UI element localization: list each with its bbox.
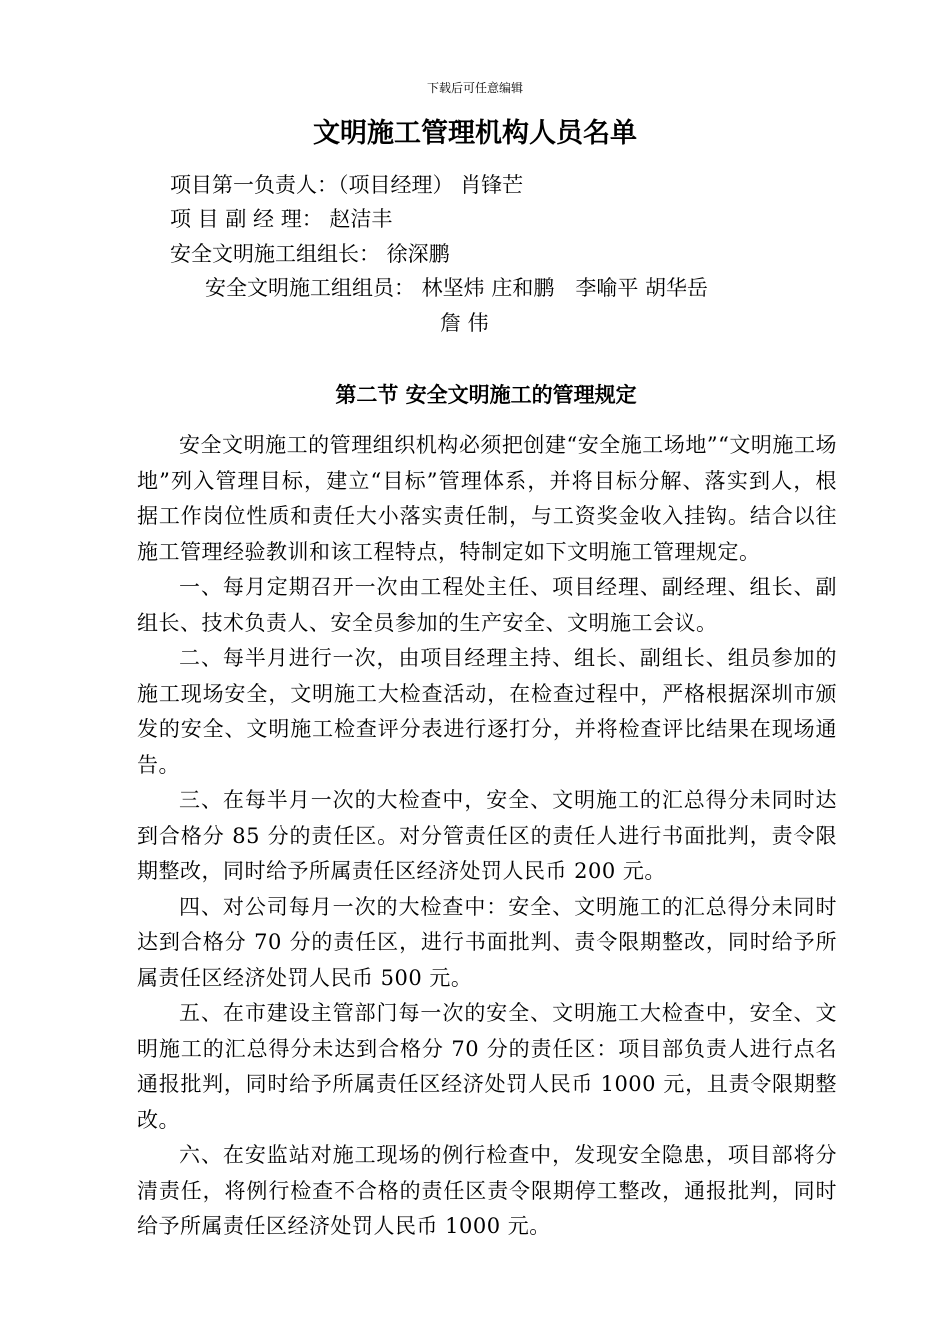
- paragraph-rule-5: 五、在市建设主管部门每一次的安全、文明施工大检查中，安全、文明施工的汇总得分未达到合格分 70 分的责任区：项目部负责人进行点名通报批判，同时给予所属责任区经济处罚人民币 1000 元，且责令限期整改。: [137, 1001, 837, 1132]
- paragraph-intro: 安全文明施工的管理组织机构必须把创建“安全施工场地”“文明施工场地”列入管理目标，建立“目标”管理体系，并将目标分解、落实到人，根据工作岗位性质和责任大小落实责任制，与工资奖金收入挂钩。结合以往施工管理经验教训和该工程特点，特制定如下文明施工管理规定。: [137, 433, 837, 564]
- document-title: 文明施工管理机构人员名单: [313, 118, 637, 149]
- staff-group-members-continued: 詹 伟: [440, 311, 489, 335]
- staff-group-leader: 安全文明施工组组长： 徐深鹏: [170, 242, 450, 266]
- staff-group-members: 安全文明施工组组员： 林坚炜 庄和鹏 李喻平 胡华岳: [205, 276, 709, 300]
- section-title: 第二节 安全文明施工的管理规定: [335, 382, 637, 407]
- paragraph-rule-2: 二、每半月进行一次，由项目经理主持、组长、副组长、组员参加的施工现场安全，文明施工大检查活动，在检查过程中，严格根据深圳市颁发的安全、文明施工检查评分表进行逐打分，并将检查评比结果在现场通告。: [137, 646, 837, 777]
- paragraph-rule-4: 四、对公司每月一次的大检查中：安全、文明施工的汇总得分未同时达到合格分 70 分的责任区，进行书面批判、责令限期整改，同时给予所属责任区经济处罚人民币 500 元。: [137, 894, 837, 990]
- regulations-body: [137, 428, 837, 1245]
- staff-project-leader: 项目第一负责人：（项目经理） 肖锋芒: [170, 173, 524, 197]
- header-note: 下载后可任意编辑: [426, 81, 523, 95]
- paragraph-rule-3: 三、在每半月一次的大检查中，安全、文明施工的汇总得分未同时达到合格分 85 分的责任区。对分管责任区的责任人进行书面批判，责令限期整改，同时给予所属责任区经济处罚人民币 200 元。: [137, 788, 837, 883]
- paragraph-rule-6: 六、在安监站对施工现场的例行检查中，发现安全隐患，项目部将分清责任，将例行检查不合格的责任区责令限期停工整改，通报批判，同时给予所属责任区经济处罚人民币 1000 元。: [137, 1143, 837, 1238]
- staff-deputy-manager: 项 目 副 经 理： 赵洁丰: [170, 207, 393, 231]
- paragraph-rule-1: 一、每月定期召开一次由工程处主任、项目经理、副经理、组长、副组长、技术负责人、安全员参加的生产安全、文明施工会议。: [137, 575, 837, 635]
